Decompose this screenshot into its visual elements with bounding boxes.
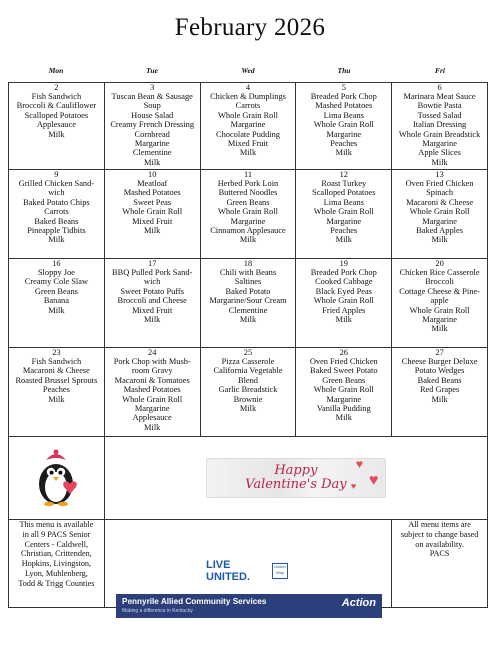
menu-item: Pork Chop with Mush- [113,357,191,366]
menu-item: Milk [239,315,257,325]
menu-item: Milk [48,235,65,245]
day-cell [9,170,105,259]
menu-item: Baked Potato [225,286,271,296]
day-cell [200,259,296,348]
menu-item: Fried Apples [322,305,366,315]
menu-item: Lima Beans [323,197,364,207]
day-cell [200,83,296,170]
menu-item: Milk [431,394,448,404]
live-united-logo [206,559,288,583]
menu-item: Scalloped Potatoes [24,110,89,120]
menu-item: Roasted Brussel Sprouts [15,375,98,385]
day-cell [296,83,392,170]
menu-item: Margarine [134,139,170,149]
menu-item: California Vegetable [213,366,283,376]
menu-item: Red Grapes [419,385,460,395]
menu-item: Cornbread [134,129,170,139]
menu-item: Blend [237,375,258,385]
day-number: 18 [243,259,253,268]
menu-item: Whole Grain Roll [313,120,374,130]
day-cell [104,170,200,259]
menu-item: Lima Beans [323,110,364,120]
menu-item: Black Eyed Peas [315,286,372,296]
menu-item: Vanilla Pudding [316,404,371,414]
menu-item: Spinach [426,188,454,198]
menu-item: Clementine [132,148,172,158]
week-row [9,170,488,259]
penguin-icon [10,437,103,519]
weekday-wed: Wed [241,66,255,75]
menu-item: Milk [144,157,161,167]
day-number: 11 [243,170,253,179]
note-line: Hopkins, Livingston, [21,559,92,569]
menu-item: Milk [144,422,161,432]
menu-item: Green Beans [322,375,366,385]
day-number: 6 [437,83,442,92]
menu-item: wich [144,277,161,287]
menu-item: Milk [48,305,65,315]
menu-item: Margarine [326,394,362,404]
menu-item: Tuscan Bean & Sausage [111,92,193,101]
day-number: 5 [341,83,346,92]
day-cell [392,348,488,437]
menu-item: Margarine [326,216,362,226]
day-cell [200,348,296,437]
valentine-banner [206,458,386,498]
menu-item: Tossed Salad [417,110,462,120]
penguin-cell [9,437,105,520]
note-line: PACS [429,549,450,559]
menu-item: Soup [143,101,161,111]
menu-item: Baked Beans [417,375,462,385]
note-line: in all 9 PACS Senior [22,529,91,539]
menu-item: Buttered Noodles [218,188,278,198]
menu-item: Mixed Fruit [132,216,173,226]
menu-item: Whole Grain Roll [409,305,470,315]
menu-item: Milk [335,235,352,245]
menu-item: Mashed Potatoes [123,188,181,198]
menu-item: Breaded Pork Chop [310,92,377,101]
menu-item: Baked Sweet Potato [310,366,378,376]
menu-item: Meatloaf [137,179,168,188]
day-cell [9,83,105,170]
day-number: 26 [339,348,348,357]
menu-item: Broccoli and Cheese [117,296,187,306]
menu-item: Peaches [330,139,358,149]
week-row [9,348,488,437]
menu-item: Applesauce [132,413,172,423]
availability-text [10,520,103,589]
day-number: 13 [435,170,444,179]
menu-item: BBQ Pulled Pork Sand- [112,268,193,277]
menu-item: Broccoli & Cauliflower [16,101,97,111]
menu-item: Banana [43,296,69,306]
day-number: 4 [245,83,251,92]
day-number: 17 [148,259,157,268]
availability-note [9,520,105,608]
menu-item: Breaded Pork Chop [310,268,377,277]
menu-item: Mashed Potatoes [315,101,373,111]
day-cell [392,259,488,348]
day-number: 16 [52,259,61,268]
menu-item: Roast Turkey [321,179,367,188]
pacs-logo [116,594,382,618]
menu-item: Pizza Casserole [221,357,275,366]
menu-item: Milk [335,148,352,158]
note-line: Lyon, Muhlenberg, [24,568,88,578]
menu-item: Applesauce [36,120,76,130]
menu-item: Whole Grain Roll [217,207,278,217]
menu-item: Brownie [233,394,263,404]
day-cell [104,348,200,437]
menu-item: Carrots [44,207,69,217]
menu-item: Green Beans [34,286,78,296]
day-cell [392,170,488,259]
pacs-name: Pennyrile Allied Community Services [122,597,267,606]
menu-item: Whole Grain Roll [409,207,470,217]
day-cell [104,83,200,170]
note-line: All menu items are [408,520,471,529]
menu-item: Milk [335,413,352,423]
menu-item: Pineapple Tidbits [27,226,86,236]
day-number: 23 [52,348,61,357]
menu-item: Green Beans [226,197,270,207]
menu-item: Milk [431,235,448,245]
menu-item: Oven Fried Chicken [405,179,474,188]
week-row [9,259,488,348]
menu-item: Cheese Burger Deluxe [401,357,478,366]
day-cell [9,259,105,348]
weekday-tue: Tue [146,66,158,75]
menu-item: House Salad [131,110,174,120]
community-action-logo: Action [341,597,376,609]
change-note [392,520,488,608]
live-united-text: LIVE UNITED. [206,559,250,583]
note-line: Todd & Trigg Counties [18,578,95,588]
menu-item: Whole Grain Roll [313,296,374,306]
menu-item: Clementine [228,305,268,315]
menu-item: Chicken & Dumplings [210,92,286,101]
menu-item: Macaroni & Cheese [22,366,90,376]
menu-item: Cottage Cheese & Pine- [399,286,480,296]
day-number: 2 [54,83,59,92]
menu-item: Milk [431,157,448,167]
note-line: Christian, Crittenden, [21,549,92,559]
menu-item: Peaches [42,385,70,395]
decoration-row [9,437,488,520]
menu-item: Milk [48,394,65,404]
weekday-mon: Mon [48,66,64,75]
menu-item: Grilled Chicken Sand- [18,179,95,188]
banner-happy: Happy [274,463,318,478]
menu-item: Margarine [230,120,266,130]
page-title: February 2026 [174,14,326,41]
menu-item: Milk [239,148,257,158]
menu-item: Margarine [422,315,457,325]
menu-item: Saltines [234,277,262,287]
menu-item: Margarine [134,404,170,414]
menu-item: Creamy French Dressing [110,120,195,130]
menu-item: Margarine [230,216,266,226]
menu-item: Chocolate Pudding [216,129,280,139]
menu-item: Herbed Pork Loin [217,179,279,188]
day-number: 19 [339,259,348,268]
menu-item: Macaroni & Cheese [406,197,474,207]
day-number: 25 [243,348,253,357]
day-cell [296,348,392,437]
menu-item: room Gravy [131,366,173,376]
menu-item: Baked Beans [34,216,79,226]
menu-item: Whole Grain Roll [313,207,374,217]
menu-item: Cooked Cabbage [315,277,373,287]
day-cell [296,170,392,259]
menu-item: Milk [48,129,65,139]
menu-item: Italian Dressing [412,120,467,130]
day-number: 10 [148,170,157,179]
menu-item: Whole Grain Breadstick [398,129,481,139]
menu-item: wich [48,188,65,198]
menu-item: apple [430,296,449,306]
menu-item: Scalloped Potatoes [312,188,376,198]
menu-item: Fish Sandwich [31,92,82,101]
weekday-header [8,66,488,75]
day-cell [104,259,200,348]
menu-item: Garlic Breadstick [218,385,278,395]
menu-calendar [8,82,488,608]
menu-item: Margarine/Sour Cream [209,296,287,306]
menu-item: Chicken Rice Casserole [399,268,480,277]
menu-item: Baked Apples [416,226,463,236]
banner-valentines-day: Valentine's Day [245,477,347,492]
menu-item: Milk [431,324,448,334]
menu-item: Milk [239,404,257,414]
day-cell [200,170,296,259]
menu-item: Baked Potato Chips [23,197,90,207]
change-notice-text [393,520,486,559]
weekday-thu: Thu [337,66,351,75]
menu-item: Sweet Potato Puffs [120,286,184,296]
menu-item: Margarine [326,129,362,139]
menu-item: Cinnamon Applesauce [210,226,286,236]
menu-item: Milk [335,315,352,325]
menu-item: Oven Fried Chicken [309,357,378,366]
menu-item: Mixed Fruit [132,305,173,315]
menu-item: Whole Grain Roll [313,385,374,395]
menu-item: Marinara Meat Sauce [403,92,476,101]
menu-item: Chili with Beans [219,268,277,277]
menu-item: Sloppy Joe [37,268,75,277]
day-number: 20 [435,259,444,268]
calendar-body [9,83,488,608]
heart-icon: ♥ [368,472,379,489]
week-row [9,83,488,170]
heart-icon: ♥ [355,457,364,471]
menu-item: Peaches [330,226,358,236]
note-line: on availability. [415,539,464,549]
menu-item: Milk [239,235,257,245]
day-cell [392,83,488,170]
menu-item: Margarine [422,139,457,149]
day-cell [9,348,105,437]
menu-item: Potato Wedges [414,366,465,376]
menu-item: Fish Sandwich [31,357,82,366]
note-line: This menu is available [19,520,94,529]
weekday-fri: Fri [434,66,445,75]
menu-item: Mashed Potatoes [123,385,181,395]
menu-item: Margarine [422,216,457,226]
day-number: 9 [54,170,59,179]
day-number: 12 [339,170,348,179]
menu-item: Carrots [235,101,261,111]
menu-item: Milk [144,315,161,325]
day-number: 3 [150,83,155,92]
day-number: 27 [435,348,444,357]
day-cell [296,259,392,348]
note-line: subject to change based [400,529,479,539]
menu-item: Apple Slices [418,148,461,158]
menu-item: Creamy Cole Slaw [24,277,89,287]
heart-icon: ♥ [350,481,357,491]
day-number: 24 [148,348,157,357]
menu-item: Whole Grain Roll [122,394,183,404]
menu-item: Whole Grain Roll [122,207,183,217]
note-line: Centers - Caldwell, [24,539,89,549]
valentine-banner-cell [104,437,487,520]
united-way-icon: United Way [272,563,288,579]
menu-item: Sweet Peas [133,197,172,207]
menu-item: Milk [144,226,161,236]
menu-item: Whole Grain Roll [217,110,278,120]
menu-item: Bowtie Pasta [417,101,462,111]
menu-item: Broccoli [425,277,455,287]
pacs-tagline: Making a difference in Kentucky [122,608,193,614]
menu-item: Macaroni & Tomatoes [114,375,190,385]
menu-item: Mixed Fruit [227,139,269,149]
